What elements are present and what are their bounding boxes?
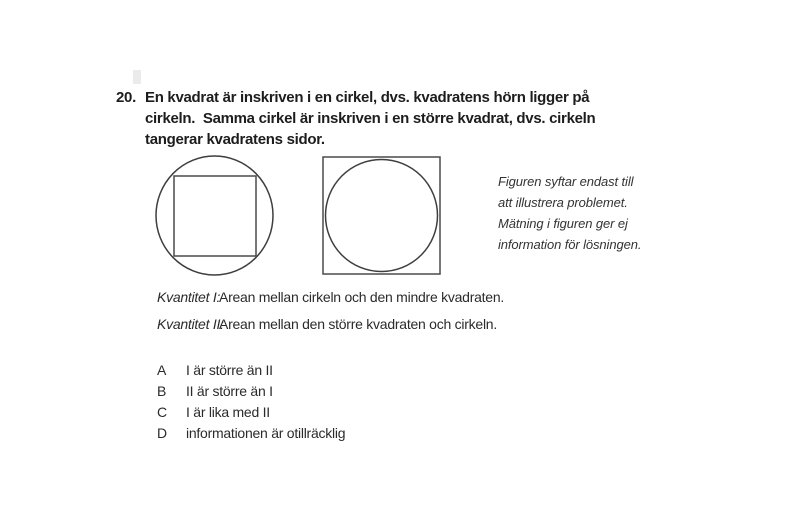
option-b-letter: B [157,383,167,399]
option-c-text: I är lika med II [186,404,270,420]
option-d [157,424,345,445]
note-line: att illustrera problemet. [498,195,628,210]
scan-artifact [133,70,141,84]
quantity-2-text: Arean mellan den större kvadraten och cirkeln. [219,316,497,332]
answer-options [157,361,345,445]
option-d-letter: D [157,425,167,441]
note-line: information för lösningen. [498,237,642,252]
quantity-1-row [157,288,504,306]
note-line: Figuren syftar endast till [498,174,634,189]
question-text [145,87,595,150]
option-a [157,361,345,382]
inscribed-circle-shape [326,160,438,272]
option-b-text: II är större än I [186,383,273,399]
quantity-2-label: Kvantitet II: [157,316,224,332]
quantity-2-row [157,315,497,333]
option-c [157,403,345,424]
question-number: 20. [116,89,136,106]
figure-disclaimer-note [498,171,641,255]
inscribed-square-shape [174,176,256,256]
option-c-letter: C [157,404,167,420]
square-shape [323,157,440,274]
question-text-line: En kvadrat är inskriven i en cirkel, dvs. kvadratens hörn ligger på [145,89,590,106]
question-text-line: tangerar kvadratens sidor. [145,131,325,148]
option-d-text: informationen är otillräcklig [186,425,346,441]
quantity-1-label: Kvantitet I: [157,289,221,305]
option-a-letter: A [157,362,167,378]
figure-square-in-circle [152,151,278,279]
question-text-line: cirkeln. Samma cirkel är inskriven i en större kvadrat, dvs. cirkeln [145,110,596,127]
option-a-text: I är större än II [186,362,273,378]
note-line: Mätning i figuren ger ej [498,216,628,231]
quantity-1-text: Arean mellan cirkeln och den mindre kvadraten. [219,289,504,305]
option-b [157,382,345,403]
figure-circle-in-square [322,155,442,276]
